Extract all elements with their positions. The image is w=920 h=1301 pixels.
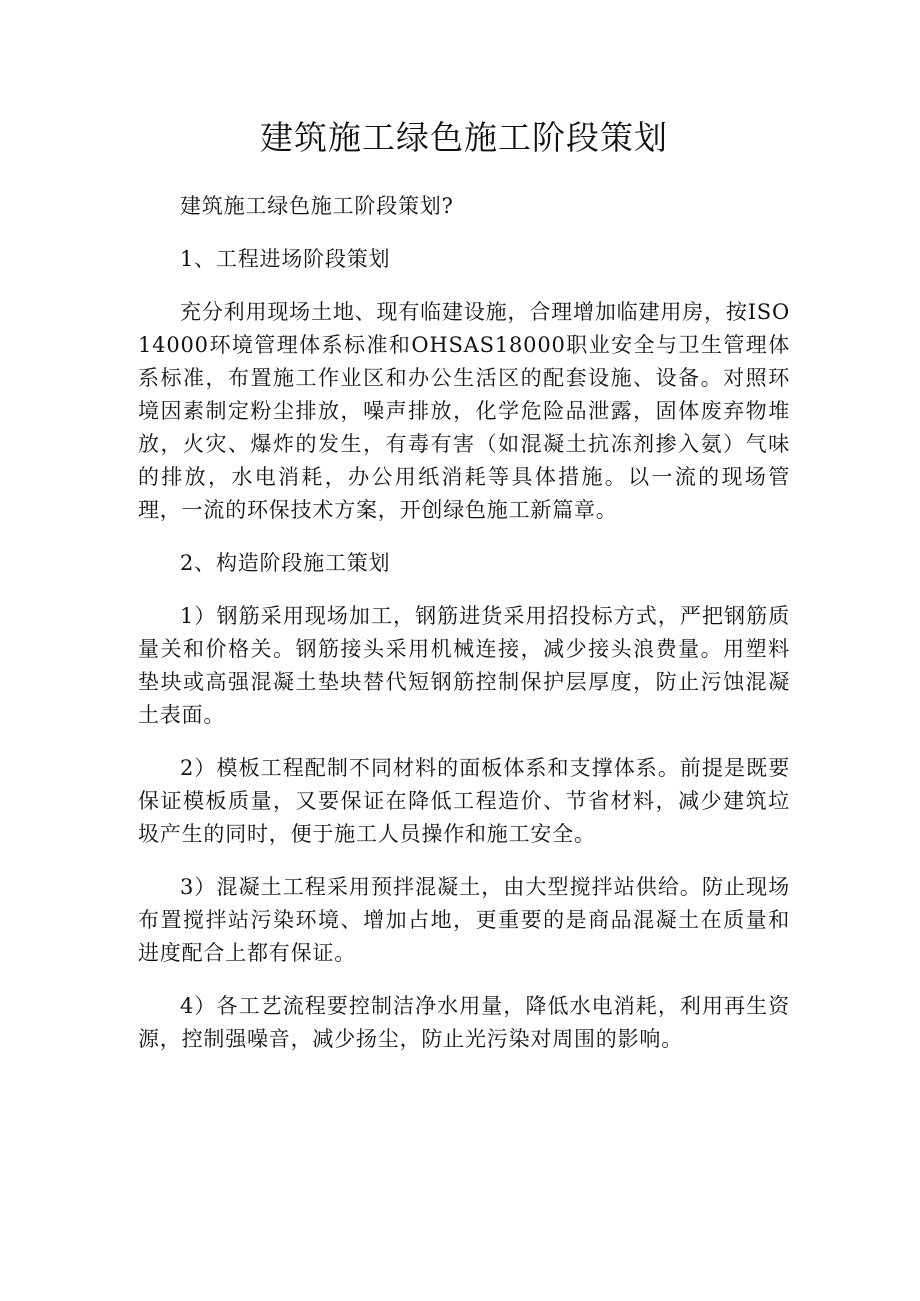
document-title: 建筑施工绿色施工阶段策划 xyxy=(260,118,668,157)
intro-question: 建筑施工绿色施工阶段策划? xyxy=(180,194,454,218)
document-page xyxy=(138,110,790,1076)
item-1-rebar: 1）钢筋采用现场加工，钢筋进货采用招投标方式，严把钢筋质量关和价格关。钢筋接头采用机械连接，减少接头浪费量。用塑料垫块或高强混凝土垫块替代短钢筋控制保护层厚度，防止污蚀混凝土表面。 xyxy=(138,604,790,727)
section-1-body: 充分利用现场土地、现有临建设施，合理增加临建用房，按ISO14000环境管理体系标准和OHSAS18000职业安全与卫生管理体系标准，布置施工作业区和办公生活区的配套设施、设备。对照环境因素制定粉尘排放，噪声排放，化学危险品泄露，固体废弃物堆放，火灾、爆炸的发生，有毒有害（如混凝土抗冻剂掺入氨）气味的排放，水电消耗，办公用纸消耗等具体措施。以一流的现场管理，一流的环保技术方案，开创绿色施工新篇章。 xyxy=(138,300,790,522)
item-3-concrete: 3）混凝土工程采用预拌混凝土，由大型搅拌站供给。防止现场布置搅拌站污染环境、增加占地，更重要的是商品混凝土在质量和进度配合上都有保证。 xyxy=(138,875,790,965)
section-heading-1: 1、工程进场阶段策划 xyxy=(180,247,391,271)
item-2-formwork: 2）模板工程配制不同材料的面板体系和支撑体系。前提是既要保证模板质量，又要保证在降低工程造价、节省材料，减少建筑垃圾产生的同时，便于施工人员操作和施工安全。 xyxy=(138,756,790,846)
item-4-process: 4）各工艺流程要控制洁净水用量，降低水电消耗，利用再生资源，控制强噪音，减少扬尘，防止光污染对周围的影响。 xyxy=(138,994,790,1051)
section-heading-2: 2、构造阶段施工策划 xyxy=(180,551,391,575)
